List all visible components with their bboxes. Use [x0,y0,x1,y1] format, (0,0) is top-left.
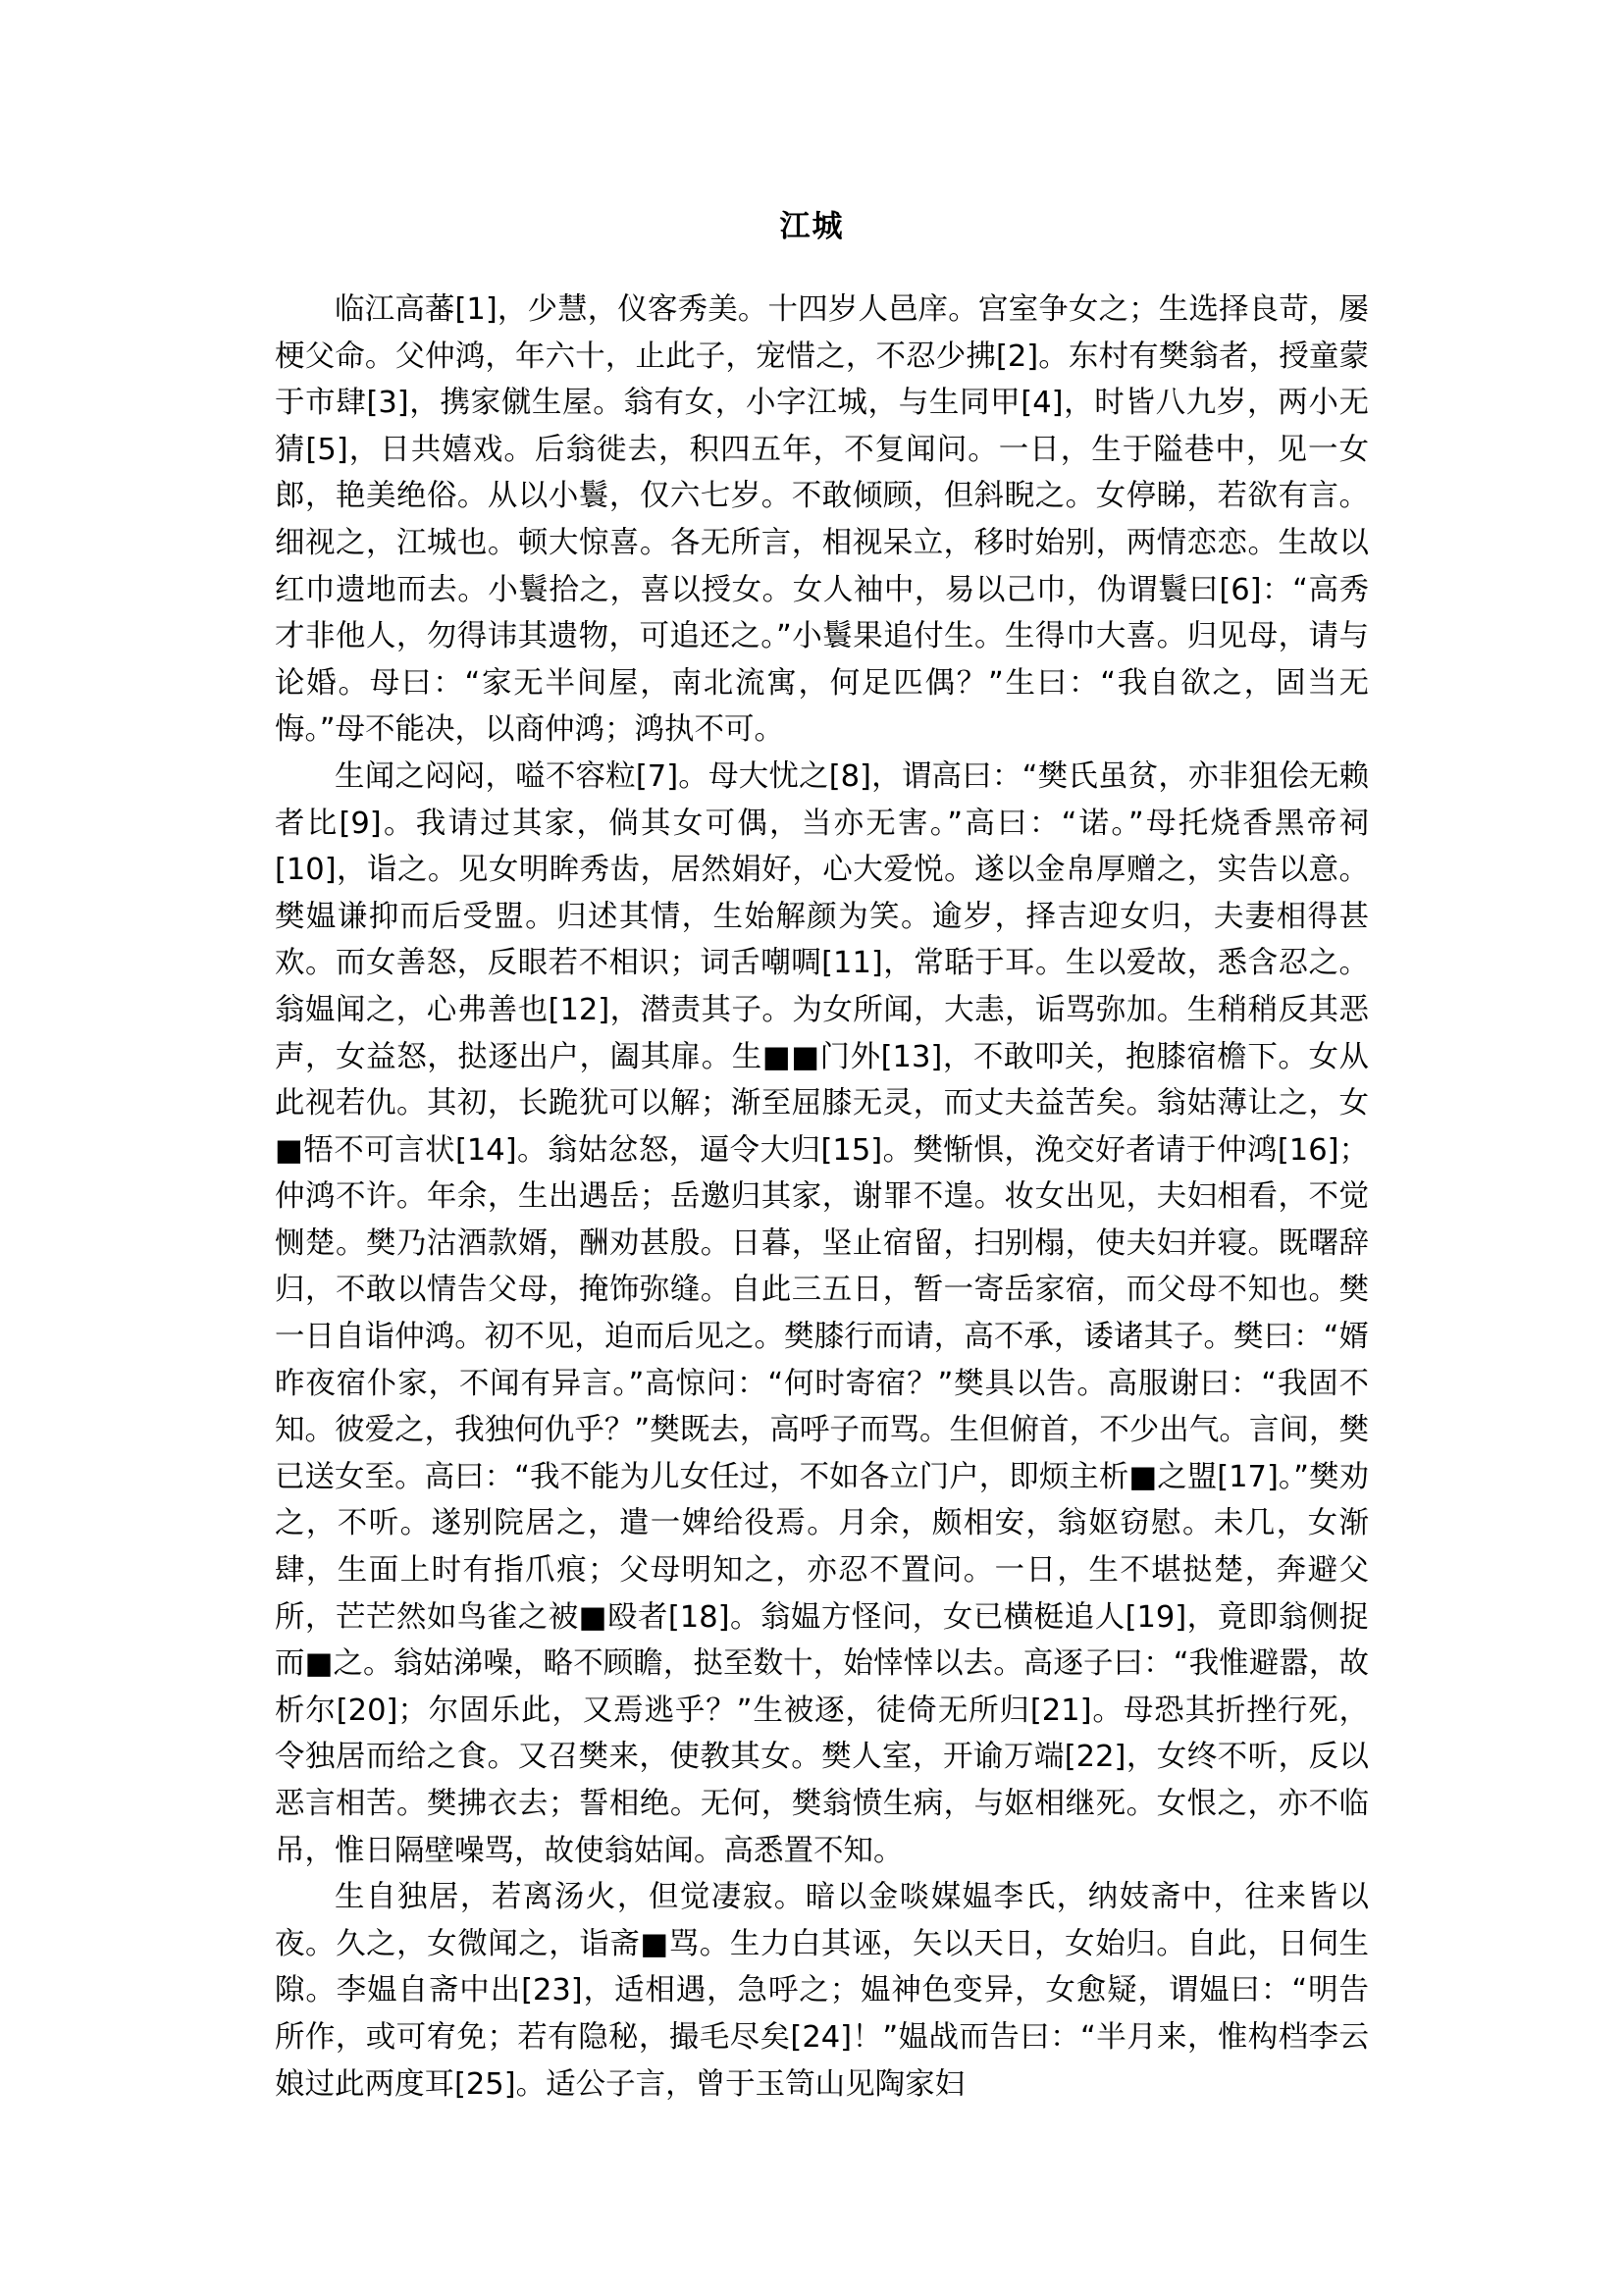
paragraph-3: 生自独居，若离汤火，但觉凄寂。暗以金啖媒媪李氏，纳妓斋中，往来皆以夜。久之，女微闻之，诣斋■骂。生力白其诬，矢以天日，女始归。自此，日伺生隙。李媪自斋中出[23]，适相遇，急呼之；媪神色变异，女愈疑，谓媪曰：“明告所作，或可宥免；若有隐秘，撮毛尽矣[24]！”媪战而告曰：“半月来，惟构档李云娘过此两度耳[25]。适公子言，曾于玉笥山见陶家妇 [275,1880,1369,2102]
paragraph-2: 生闻之闷闷，嗌不容粒[7]。母大忧之[8]，谓高曰：“樊氏虽贫，亦非狙侩无赖者比[9]。我请过其家，倘其女可偶，当亦无害。”高曰：“诺。”母托烧香黑帝祠[10]，诣之。见女明眸秀齿，居然娟好，心大爱悦。遂以金帛厚赠之，实告以意。樊媪谦抑而后受盟。归述其情，生始解颜为笑。逾岁，择吉迎女归，夫妻相得甚欢。而女善怒，反眼若不相识；词舌嘲啁[11]，常聒于耳。生以爱故，悉含忍之。翁媪闻之，心弗善也[12]，潜责其子。为女所闻，大恚，诟骂弥加。生稍稍反其恶声，女益怒，挞逐出户，阖其扉。生■■门外[13]，不敢叩关，抱膝宿檐下。女从此视若仇。其初，长跪犹可以解；渐至屈膝无灵，而丈夫益苦矣。翁姑薄让之，女■牾不可言状[14]。翁姑忿怒，逼令大归[15]。樊惭惧，浼交好者请于仲鸿[16]；仲鸿不许。年余，生出遇岳；岳邀归其家，谢罪不遑。妆女出见，夫妇相看，不觉恻楚。樊乃沽酒款婿，酬劝甚殷。日暮，坚止宿留，扫别榻，使夫妇并寝。既曙辞归，不敢以情告父母，掩饰弥缝。自此三五日，暂一寄岳家宿，而父母不知也。樊一日自诣仲鸿。初不见，迫而后见之。樊膝行而请，高不承，诿诸其子。樊曰：“婿昨夜宿仆家，不闻有异言。”高惊问：“何时寄宿？”樊具以告。高服谢曰：“我固不知。彼爱之，我独何仇乎？”樊既去，高呼子而骂。生但俯首，不少出气。言间，樊已送女至。高曰：“我不能为儿女任过，不如各立门户，即烦主析■之盟[17]。”樊劝之，不听。遂别院居之，遣一婢给役焉。月余，颇相安，翁妪窃慰。未几，女渐肆，生面上时有指爪痕；父母明知之，亦忍不置问。一日，生不堪挞楚，奔避父所，芒芒然如鸟雀之被■殴者[18]。翁媪方怪问，女已横梃追人[19]，竟即翁侧捉而■之。翁姑涕噪，略不顾瞻，挞至数十，始悻悻以去。高逐子曰：“我惟避嚣，故析尔[20]；尔固乐此，又焉逃乎？”生被逐，徒倚无所归[21]。母恐其折挫行死，令独居而给之食。又召樊来，使教其女。樊人室，开谕万端[22]，女终不听，反以恶言相苦。樊拂衣去；誓相绝。无何，樊翁愤生病，与妪相继死。女恨之，亦不临吊，惟日隔壁噪骂，故使翁姑闻。高悉置不知。 [275,758,1369,1868]
document-title: 江城 [779,209,845,244]
document-body [275,287,1369,2108]
paragraph-1: 临江高蕃[1]，少慧，仪客秀美。十四岁人邑庠。宫室争女之；生选择良苛，屡梗父命。父仲鸿，年六十，止此子，宠惜之，不忍少拂[2]。东村有樊翁者，授童蒙于市肆[3]，携家僦生屋。翁有女，小字江城，与生同甲[4]，时皆八九岁，两小无猜[5]，日共嬉戏。后翁徙去，积四五年，不复闻问。一日，生于隘巷中，见一女郎，艳美绝俗。从以小鬟，仅六七岁。不敢倾顾，但斜睨之。女停睇，若欲有言。细视之，江城也。顿大惊喜。各无所言，相视呆立，移时始别，两情恋恋。生故以红巾遗地而去。小鬟拾之，喜以授女。女人袖中，易以己巾，伪谓鬟曰[6]：“高秀才非他人，勿得讳其遗物，可追还之。”小鬟果追付生。生得巾大喜。归见母，请与论婚。母曰：“家无半间屋，南北流寓，何足匹偶？”生曰：“我自欲之，固当无悔。”母不能决，以商仲鸿；鸿执不可。 [275,292,1369,748]
